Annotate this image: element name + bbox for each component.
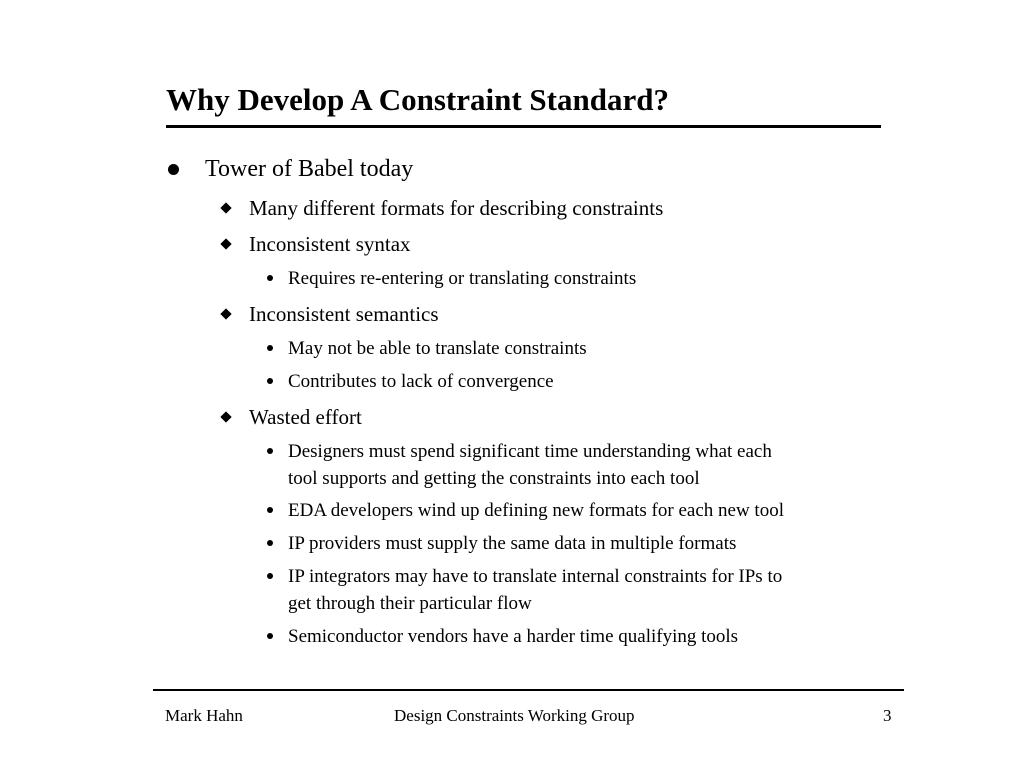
small-dot-bullet-icon	[267, 448, 273, 454]
diamond-bullet-icon	[220, 308, 231, 319]
round-bullet-icon	[168, 164, 179, 175]
bullet-level3: IP providers must supply the same data in multiple formats	[288, 533, 737, 554]
small-dot-bullet-icon	[267, 540, 273, 546]
bullet-level2: Wasted effort	[249, 405, 362, 429]
bullet-level3: Semiconductor vendors have a harder time qualifying tools	[288, 626, 739, 647]
bullet-level3: IP integrators may have to translate internal constraints for IPs to	[288, 566, 783, 587]
bullet-level3: Contributes to lack of convergence	[288, 371, 554, 392]
footer-author: Mark Hahn	[165, 706, 243, 725]
slide-title: Why Develop A Constraint Standard?	[166, 82, 669, 117]
bullet-level1: Tower of Babel today	[205, 156, 414, 182]
bullet-level2: Inconsistent syntax	[249, 232, 411, 256]
footer-group: Design Constraints Working Group	[394, 706, 635, 725]
diamond-bullet-icon	[220, 238, 231, 249]
diamond-bullet-icon	[220, 411, 231, 422]
bullet-level3-continuation: get through their particular flow	[288, 593, 532, 614]
small-dot-bullet-icon	[267, 275, 273, 281]
small-dot-bullet-icon	[267, 507, 273, 513]
bullet-level3-continuation: tool supports and getting the constraints into each tool	[288, 468, 700, 489]
small-dot-bullet-icon	[267, 378, 273, 384]
bullet-level3: EDA developers wind up defining new formats for each new tool	[288, 500, 784, 521]
small-dot-bullet-icon	[267, 633, 273, 639]
title-underline	[166, 125, 881, 128]
bullet-level3: Requires re-entering or translating constraints	[288, 268, 637, 289]
bullet-level3: Designers must spend significant time understanding what each	[288, 441, 772, 462]
bullet-level2: Inconsistent semantics	[249, 302, 439, 326]
small-dot-bullet-icon	[267, 573, 273, 579]
bullet-level3: May not be able to translate constraints	[288, 338, 587, 359]
bullet-level2: Many different formats for describing constraints	[249, 196, 664, 220]
page-number: 3	[883, 706, 892, 725]
diamond-bullet-icon	[220, 202, 231, 213]
small-dot-bullet-icon	[267, 345, 273, 351]
footer-divider	[153, 689, 904, 691]
